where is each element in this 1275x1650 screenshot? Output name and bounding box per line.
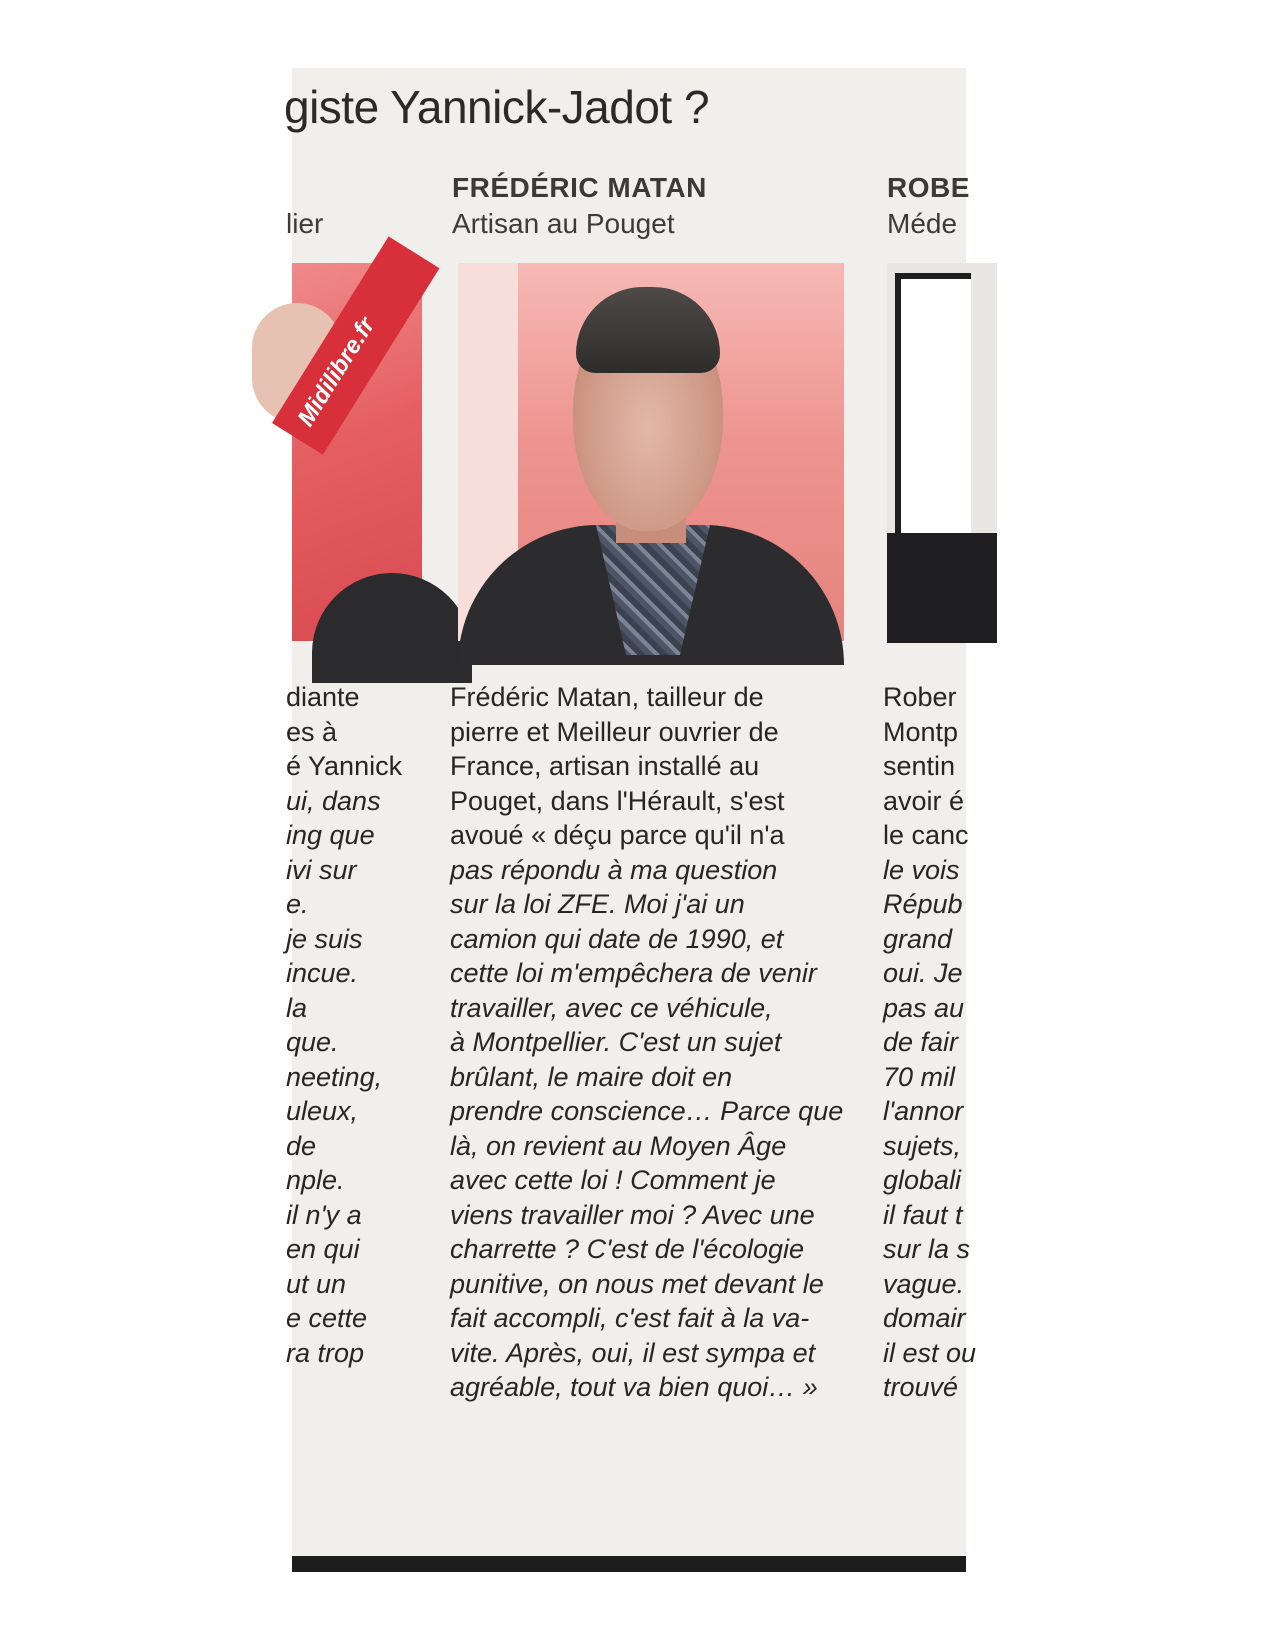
text-line: globali [883,1165,962,1195]
picture-frame [895,273,971,575]
text-line: Montp [883,716,959,747]
text-line: diante [286,682,360,712]
text-line: vague. [883,1268,965,1299]
text-line: oui. Je [883,958,963,988]
text-line: Pouget, dans l'Hérault, s'est [450,785,785,816]
text-line: là, on revient au Moyen Âge [450,1130,787,1161]
column-right [875,68,995,1572]
text-line: brûlant, le maire doit en [450,1061,733,1092]
text-line: nple. [286,1165,345,1195]
text-line: viens travailler moi ? Avec une [450,1199,815,1230]
portrait-frederic-matan [458,263,844,641]
role-right: Méde [887,208,958,239]
text-line: charrette ? C'est de l'écologie [450,1234,805,1264]
column-left [286,68,426,1572]
text-line: avoué « déçu parce qu'il n'a [450,820,785,850]
text-line: que. [286,1027,339,1057]
name-right: ROBE [887,172,970,203]
text-middle [450,680,843,1405]
newspaper-clipping [284,68,977,1572]
text-line: Rober [883,682,957,712]
text-line: uleux, [286,1096,359,1126]
text-line: le canc [883,820,969,850]
text-line: sur la s [883,1234,971,1264]
text-line: e cette [286,1303,368,1333]
text-line: 70 mil [883,1061,956,1092]
midilibre-logo: Midilibre.fr [292,312,381,432]
headline: giste Yannick-Jadot ? [284,81,710,133]
text-line: il n'y a [286,1199,362,1230]
portrait-right [887,263,997,641]
text-line: Répub [883,889,963,919]
person-shoulder [312,573,472,683]
text-line: sujets, [883,1130,962,1161]
text-line: prendre conscience… Parce que [450,1096,844,1126]
text-line: de fair [883,1027,959,1057]
text-line: ui, dans [286,785,381,816]
portrait-left [292,263,422,641]
text-line: l'annor [883,1096,964,1126]
text-line: je suis [286,923,363,954]
column-middle [450,68,850,1572]
text-line: en qui [286,1234,360,1264]
text-line: domair [883,1303,966,1333]
text-line: vite. Après, oui, il est sympa et [450,1337,816,1368]
text-line: Frédéric Matan, tailleur de [450,682,764,712]
text-line: incue. [286,958,359,988]
text-line: sur la loi ZFE. Moi j'ai un [450,889,745,919]
hair [576,287,720,373]
text-line: le vois [883,854,960,885]
text-line: travailler, avec ce véhicule, [450,992,773,1023]
text-line: punitive, on nous met devant le [450,1268,824,1299]
text-line: la [286,992,308,1023]
text-line: avoir é [883,785,965,816]
text-line: agréable, tout va bien quoi… » [450,1372,818,1402]
text-line: à Montpellier. C'est un sujet [450,1027,782,1057]
text-right [883,680,976,1405]
text-line: es à [286,716,338,747]
text-line: France, artisan installé au [450,751,760,781]
text-line: neeting, [286,1061,383,1092]
role-left: lier [286,208,324,239]
text-line: e. [286,889,309,919]
text-line: de [286,1130,317,1161]
text-line: pas au [883,992,965,1023]
text-line: camion qui date de 1990, et [450,923,784,954]
text-line: avec cette loi ! Comment je [450,1165,776,1195]
text-line: ivi sur [286,854,357,885]
text-line: il est ou [883,1337,977,1368]
text-line: grand [883,923,953,954]
text-line: cette loi m'empêchera de venir [450,958,817,988]
text-line: ing que [286,820,375,850]
interviewee-role: Artisan au Pouget [452,208,675,239]
text-line: fait accompli, c'est fait à la va- [450,1303,810,1333]
text-line: pierre et Meilleur ouvrier de [450,716,779,747]
text-line: ra trop [286,1337,365,1368]
text-line: é Yannick [286,751,403,781]
text-left [286,680,402,1370]
text-line: il faut t [883,1199,963,1230]
text-line: trouvé [883,1372,959,1402]
dark-area [887,533,997,643]
text-line: sentin [883,751,956,781]
text-line: ut un [286,1268,347,1299]
interviewee-name: FRÉDÉRIC MATAN [452,172,707,203]
text-line: pas répondu à ma question [450,854,778,885]
